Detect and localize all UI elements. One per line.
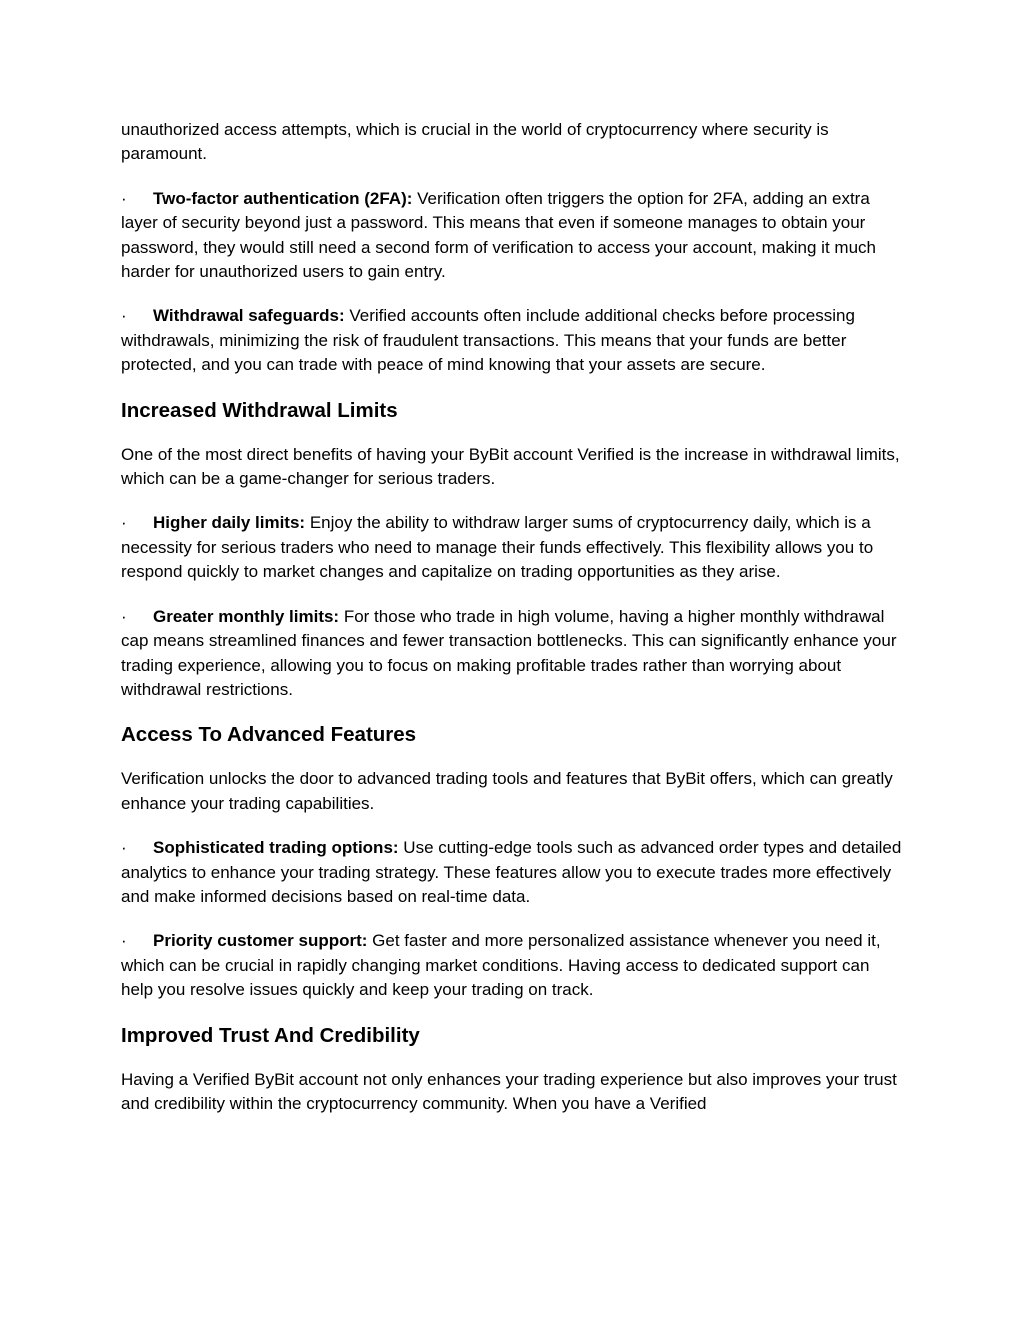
- bullet-title: Two-factor authentication (2FA):: [153, 188, 413, 208]
- withdrawal-intro-paragraph: One of the most direct benefits of having your ByBit account Verified is the increase in withdrawal limits, which can be a game-changer for serious traders.: [121, 444, 900, 489]
- heading-access-advanced-features: Access To Advanced Features: [121, 723, 417, 747]
- bullet-title: Priority customer support:: [153, 931, 368, 951]
- advanced-intro-paragraph: Verification unlocks the door to advanced trading tools and features that ByBit offers, which can greatly enhance your trading capabilities.: [121, 769, 893, 813]
- bullet-text: Verification often triggers the option for 2FA, adding an extra layer of security beyond just a password. This means that even if someone manages to obtain your password, they would still need a second form of verification to access your account, making it much harder for unauthorized users to gain entry.: [121, 188, 876, 282]
- bullet-text: Get faster and more personalized assistance whenever you need it, which can be crucial in rapidly changing market conditions. Having access to dedicated support can help you resolve issues quickly and keep your trading on track.: [121, 931, 881, 1000]
- trust-intro-paragraph: Having a Verified ByBit account not only enhances your trading experience but also improves your trust and credibility within the cryptocurrency community. When you have a Verified: [121, 1069, 897, 1113]
- bullet-title: Higher daily limits:: [153, 513, 306, 533]
- bullet-dot: ·: [121, 931, 127, 951]
- heading-increased-withdrawal-limits: Increased Withdrawal Limits: [121, 398, 398, 422]
- bullet-2fa: [121, 187, 905, 285]
- bullet-dot: ·: [121, 838, 127, 858]
- document-page: [121, 118, 905, 1116]
- bullet-dot: ·: [121, 513, 127, 533]
- bullet-text: Verified accounts often include additional checks before processing withdrawals, minimizing the risk of fraudulent transactions. This means that your funds are better protected, and you can trade with peace of mind knowing that your assets are secure.: [121, 306, 855, 375]
- bullet-withdrawal-safeguards: [121, 304, 905, 377]
- bullet-higher-daily-limits: [121, 511, 905, 584]
- bullet-title: Withdrawal safeguards:: [153, 306, 345, 326]
- bullet-text: Enjoy the ability to withdraw larger sums of cryptocurrency daily, which is a necessity for serious traders who need to manage their funds effectively. This flexibility allows you to respond quickly to market changes and capitalize on trading opportunities as they arise.: [121, 513, 874, 582]
- bullet-dot: ·: [121, 306, 127, 326]
- bullet-greater-monthly-limits: [121, 605, 905, 703]
- bullet-title: Greater monthly limits:: [153, 606, 340, 626]
- heading-improved-trust-credibility: Improved Trust And Credibility: [121, 1023, 420, 1047]
- bullet-title: Sophisticated trading options:: [153, 838, 399, 858]
- bullet-dot: ·: [121, 188, 127, 208]
- bullet-sophisticated-trading-options: [121, 836, 905, 909]
- bullet-priority-customer-support: [121, 929, 905, 1002]
- intro-paragraph: unauthorized access attempts, which is crucial in the world of cryptocurrency where security is paramount.: [121, 120, 829, 164]
- bullet-dot: ·: [121, 606, 127, 626]
- bullet-text: For those who trade in high volume, having a higher monthly withdrawal cap means streamlined finances and fewer transaction bottlenecks. This can significantly enhance your trading experience, allowing you to focus on making profitable trades rather than worrying about withdrawal restrictions.: [121, 606, 897, 699]
- bullet-text: Use cutting-edge tools such as advanced order types and detailed analytics to enhance your trading strategy. These features allow you to execute trades more effectively and make informed decisions based on real-time data.: [121, 838, 902, 906]
